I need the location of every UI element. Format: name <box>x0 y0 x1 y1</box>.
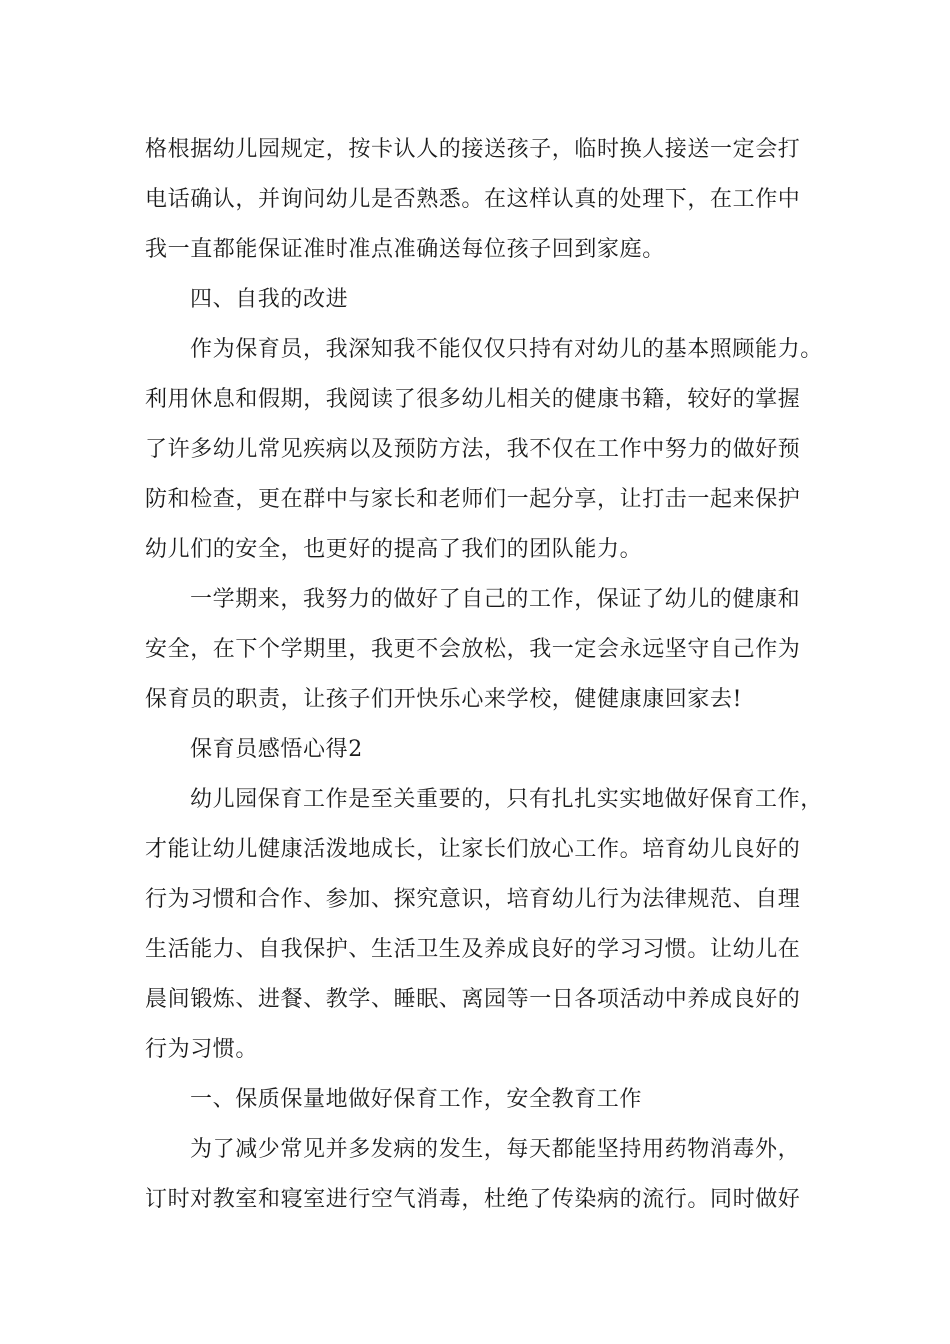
body-line-7: 了许多幼儿常见疾病以及预防方法，我不仅在工作中努力的做好预 <box>145 437 801 462</box>
section-heading-1: 一、保质保量地做好保育工作，安全教育工作 <box>190 1087 643 1112</box>
body-line-2: 电话确认，并询问幼儿是否熟悉。在这样认真的处理下，在工作中 <box>145 187 801 212</box>
body-line-10: 一学期来，我努力的做好了自己的工作，保证了幼儿的健康和 <box>190 587 801 612</box>
section-heading-4: 四、自我的改进 <box>190 287 349 312</box>
body-line-9: 幼儿们的安全，也更好的提高了我们的团队能力。 <box>145 537 643 562</box>
body-line-1: 格根据幼儿园规定，按卡认人的接送孩子，临时换人接送一定会打 <box>145 137 801 162</box>
body-line-14: 幼儿园保育工作是至关重要的，只有扎扎实实地做好保育工作， <box>190 787 823 812</box>
body-line-12: 保育员的职责，让孩子们开快乐心来学校，健健康康回家去! <box>145 687 743 712</box>
body-line-6: 利用休息和假期，我阅读了很多幼儿相关的健康书籍，较好的掌握 <box>145 387 801 412</box>
body-line-3: 我一直都能保证准时准点准确送每位孩子回到家庭。 <box>145 237 665 262</box>
body-line-17: 生活能力、自我保护、生活卫生及养成良好的学习习惯。让幼儿在 <box>145 937 801 962</box>
section-title-2: 保育员感悟心得2 <box>190 737 363 762</box>
body-line-22: 订时对教室和寝室进行空气消毒，杜绝了传染病的流行。同时做好 <box>145 1187 801 1212</box>
body-line-16: 行为习惯和合作、参加、探究意识，培育幼儿行为法律规范、自理 <box>145 887 801 912</box>
body-line-11: 安全，在下个学期里，我更不会放松，我一定会永远坚守自己作为 <box>145 637 801 662</box>
body-line-5: 作为保育员，我深知我不能仅仅只持有对幼儿的基本照顾能力。 <box>190 337 823 362</box>
body-line-15: 才能让幼儿健康活泼地成长，让家长们放心工作。培育幼儿良好的 <box>145 837 801 862</box>
body-line-18: 晨间锻炼、进餐、教学、睡眠、离园等一日各项活动中养成良好的 <box>145 987 801 1012</box>
body-line-21: 为了减少常见并多发病的发生，每天都能坚持用药物消毒外， <box>190 1137 801 1162</box>
body-line-8: 防和检查，更在群中与家长和老师们一起分享，让打击一起来保护 <box>145 487 801 512</box>
body-line-19: 行为习惯。 <box>145 1037 259 1062</box>
